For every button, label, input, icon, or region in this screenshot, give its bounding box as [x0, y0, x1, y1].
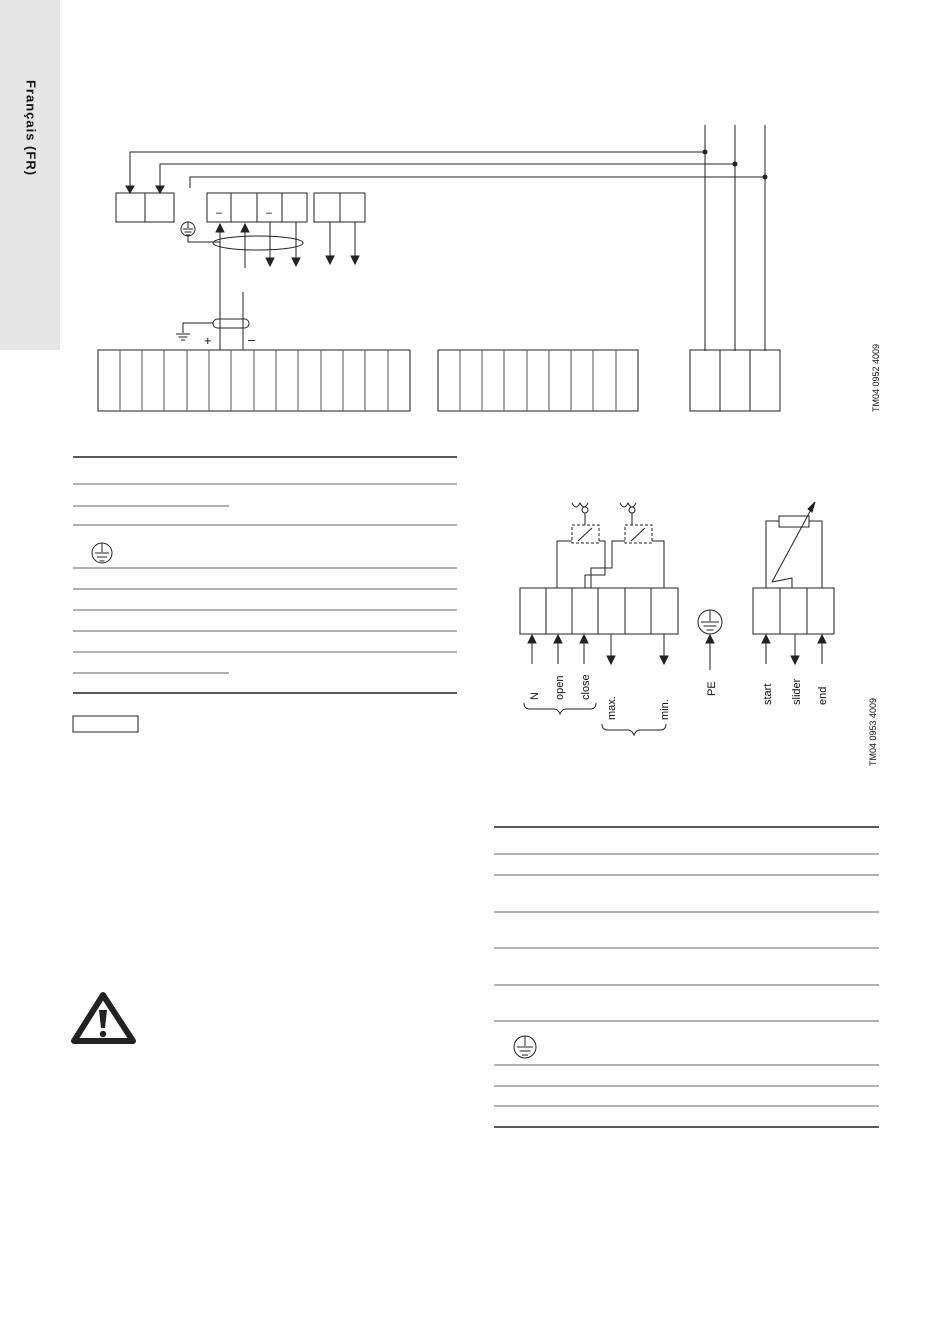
label-slider: slider	[791, 678, 803, 705]
label-max: max.	[606, 696, 618, 720]
wiring-diagram-right	[520, 502, 878, 766]
label-n: N	[529, 692, 541, 700]
label-start: start	[762, 683, 774, 705]
label-end: end	[817, 686, 829, 705]
ground-symbol-icon	[92, 543, 112, 563]
left-table	[73, 457, 457, 732]
label-min: min.	[659, 699, 671, 720]
language-label: Français (FR)	[23, 79, 39, 177]
terminal-minus-1: –	[216, 207, 223, 219]
ground-symbol-icon	[514, 1036, 536, 1058]
label-open: open	[554, 675, 566, 700]
figure-code-right: TM04 0953 4009	[868, 697, 878, 766]
ground-symbol-icon	[698, 610, 722, 634]
wiring-diagram-top	[98, 125, 881, 412]
sign-plus: +	[204, 333, 212, 348]
terminal-minus-2: –	[266, 207, 273, 219]
label-pe: PE	[706, 681, 718, 696]
note-box	[73, 716, 138, 732]
sign-minus: –	[248, 332, 256, 347]
warning-triangle-icon	[74, 995, 133, 1041]
label-close: close	[580, 674, 592, 700]
ground-symbol-icon	[181, 222, 195, 236]
figure-code-top: TM04 0952 4009	[871, 343, 881, 412]
right-table	[494, 827, 879, 1127]
